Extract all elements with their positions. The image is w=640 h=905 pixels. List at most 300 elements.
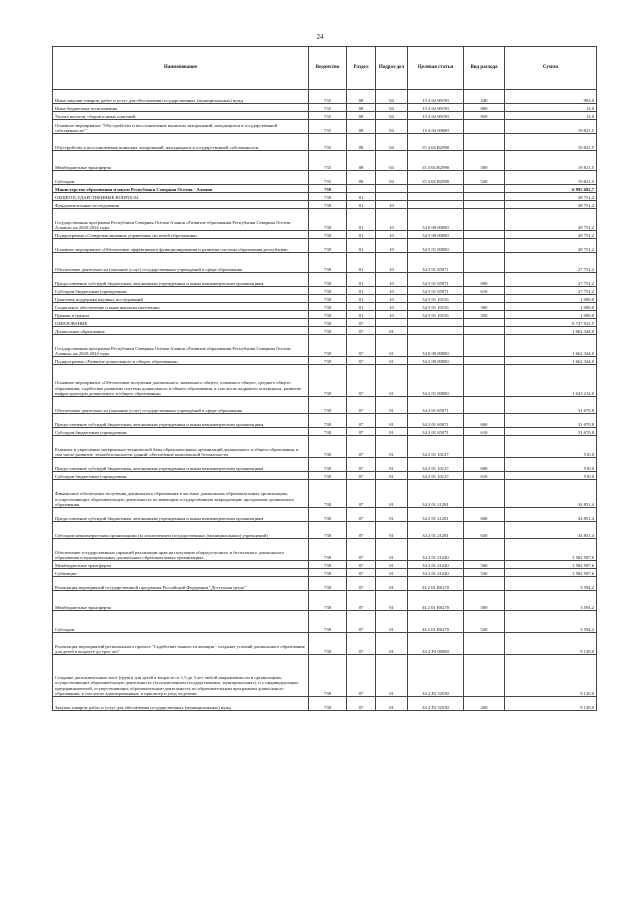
cell-section: 08: [347, 171, 376, 185]
cell-name: Уплата налогов, сборов и иных платежей: [53, 112, 309, 120]
cell-ministry: 735: [309, 171, 347, 185]
cell-section: [347, 185, 376, 193]
cell-target: 34 5 01 10135: [408, 295, 464, 303]
cell-target: 34 2 01 65071: [408, 414, 464, 428]
cell-section: 08: [347, 120, 376, 134]
table-row: [53, 365, 597, 397]
cell-section: 07: [347, 633, 376, 655]
cell-expense-type: [464, 539, 505, 561]
cell-subsection: 01: [376, 591, 408, 611]
cell-expense-type: 500: [464, 561, 505, 569]
cell-sum: 1 000,0: [505, 303, 597, 311]
cell-sum: 1 662 344,0: [505, 327, 597, 335]
cell-ministry: 738: [309, 591, 347, 611]
table-row: [53, 539, 597, 561]
table-row: [53, 577, 597, 591]
cell-sum: 12,0: [505, 104, 597, 112]
cell-name: Обеспечение деятельности (оказание услуг) государственных учреждений в сфере образования: [53, 397, 309, 414]
cell-expense-type: [464, 327, 505, 335]
table-row: [53, 319, 597, 327]
cell-sum: 28 751,2: [505, 193, 597, 201]
cell-target: 34 5 00 00000: [408, 231, 464, 239]
cell-ministry: 738: [309, 335, 347, 357]
cell-ministry: 738: [309, 295, 347, 303]
cell-expense-type: 800: [464, 104, 505, 112]
cell-sum: 28 751,2: [505, 239, 597, 253]
cell-sum: 28 751,2: [505, 231, 597, 239]
cell-ministry: 738: [309, 287, 347, 295]
cell-ministry: 738: [309, 508, 347, 522]
cell-target: 15 4 04 R2990: [408, 171, 464, 185]
cell-target: 34 2 01 R0270: [408, 611, 464, 633]
cell-section: 07: [347, 697, 376, 711]
cell-ministry: 738: [309, 561, 347, 569]
cell-ministry: 738: [309, 303, 347, 311]
table-row: [53, 357, 597, 365]
cell-target: 34 0 00 00000: [408, 335, 464, 357]
cell-subsection: 10: [376, 201, 408, 209]
cell-subsection: 01: [376, 327, 408, 335]
cell-section: 07: [347, 335, 376, 357]
cell-section: 07: [347, 611, 376, 633]
cell-subsection: 01: [376, 436, 408, 458]
cell-subsection: 01: [376, 365, 408, 397]
cell-sum: 27 751,2: [505, 253, 597, 273]
table-row: [53, 311, 597, 319]
cell-expense-type: [464, 201, 505, 209]
table-row: [53, 561, 597, 569]
cell-name: Обустройство и восстановление воинских захоронений, находящихся в государственной собственности: [53, 134, 309, 151]
cell-ministry: 738: [309, 633, 347, 655]
cell-name: Социальное обеспечение и иные выплаты населению: [53, 303, 309, 311]
cell-section: 07: [347, 327, 376, 335]
cell-sum: 19 821,5: [505, 134, 597, 151]
cell-ministry: 738: [309, 357, 347, 365]
cell-section: 01: [347, 193, 376, 201]
cell-subsection: 10: [376, 253, 408, 273]
cell-sum: 27 751,2: [505, 287, 597, 295]
cell-ministry: 738: [309, 231, 347, 239]
table-row: [53, 397, 597, 414]
cell-sum: 31 670,8: [505, 414, 597, 428]
cell-section: 01: [347, 311, 376, 319]
cell-expense-type: 300: [464, 303, 505, 311]
cell-expense-type: [464, 295, 505, 303]
cell-name: Субсидии: [53, 611, 309, 633]
cell-section: 08: [347, 90, 376, 104]
cell-target: [408, 319, 464, 327]
table-row: [53, 112, 597, 120]
cell-subsection: 01: [376, 633, 408, 655]
cell-target: 15 4 02 00190: [408, 104, 464, 112]
cell-subsection: 01: [376, 611, 408, 633]
cell-sum: 9 130,0: [505, 697, 597, 711]
cell-target: 34 5 01 65071: [408, 273, 464, 287]
cell-target: 34 5 01 65071: [408, 287, 464, 295]
cell-section: 07: [347, 508, 376, 522]
cell-sum: 28 751,2: [505, 209, 597, 231]
cell-subsection: 10: [376, 239, 408, 253]
cell-sum: 3 594,2: [505, 577, 597, 591]
cell-target: 34 2 01 21281: [408, 508, 464, 522]
cell-subsection: 01: [376, 480, 408, 508]
table-body: [53, 90, 597, 711]
cell-target: [408, 327, 464, 335]
table-row: [53, 697, 597, 711]
cell-name: Основное мероприятие «Обеспечение получения дошкольного, начального общего, основного общего, среднего общего образования, содействие развитию системы дошкольного и общего образования, в том числе кадрового потенциала, развитие инфраструктуры дошкольного и общего образования»: [53, 365, 309, 397]
cell-name: ОБЩЕГОСУДАРСТВЕННЫЕ ВОПРОСЫ: [53, 193, 309, 201]
cell-target: 34 2 01 10127: [408, 436, 464, 458]
cell-ministry: 738: [309, 319, 347, 327]
cell-ministry: 738: [309, 697, 347, 711]
cell-expense-type: 350: [464, 311, 505, 319]
cell-section: 07: [347, 569, 376, 577]
cell-ministry: 738: [309, 458, 347, 472]
cell-expense-type: 600: [464, 508, 505, 522]
cell-target: 15 4 02 00190: [408, 112, 464, 120]
cell-name: Межбюджетные трансферты: [53, 591, 309, 611]
cell-subsection: 10: [376, 303, 408, 311]
cell-name: Подпрограмма «Развитие дошкольного и общего образования»: [53, 357, 309, 365]
header-ministry: Ведомство: [309, 47, 347, 90]
cell-subsection: 04: [376, 120, 408, 134]
cell-name: Субсидии бюджетным учреждениям: [53, 428, 309, 436]
cell-target: 34 2 01 21240: [408, 539, 464, 561]
cell-subsection: 10: [376, 311, 408, 319]
cell-section: 07: [347, 436, 376, 458]
cell-expense-type: 610: [464, 428, 505, 436]
cell-target: 34 2 01 R0270: [408, 591, 464, 611]
cell-target: 34 2 01 21240: [408, 569, 464, 577]
table-row: [53, 151, 597, 171]
cell-sum: 19 821,5: [505, 171, 597, 185]
cell-section: 08: [347, 104, 376, 112]
cell-subsection: 04: [376, 90, 408, 104]
table-row: [53, 253, 597, 273]
table-row: [53, 508, 597, 522]
cell-sum: 1 633 214,0: [505, 365, 597, 397]
cell-ministry: 738: [309, 522, 347, 539]
table-row: [53, 327, 597, 335]
cell-expense-type: [464, 357, 505, 365]
cell-subsection: 01: [376, 539, 408, 561]
cell-ministry: 738: [309, 193, 347, 201]
table-row: [53, 303, 597, 311]
cell-expense-type: 520: [464, 611, 505, 633]
cell-name: Предоставление субсидий бюджетным, автономным учреждениям и иным некоммерческим организациям: [53, 508, 309, 522]
cell-name: ОБРАЗОВАНИЕ: [53, 319, 309, 327]
cell-sum: 12,0: [505, 112, 597, 120]
table-row: [53, 655, 597, 697]
cell-section: 07: [347, 428, 376, 436]
cell-name: Финансовое обеспечение получения дошкольного образования в частных дошкольных образовательных организациях, осуществляющих образовательную деятельность по имеющим государственную аккредитацию программам дошкольного образования: [53, 480, 309, 508]
table-row: [53, 287, 597, 295]
table-row: [53, 120, 597, 134]
table-row: [53, 273, 597, 287]
cell-target: 34 2 P2 52530: [408, 655, 464, 697]
cell-name: Предоставление субсидий бюджетным, автономным учреждениям и иным некоммерческим организациям: [53, 458, 309, 472]
cell-ministry: 735: [309, 120, 347, 134]
cell-sum: 9 130,0: [505, 633, 597, 655]
cell-section: 07: [347, 397, 376, 414]
table-row: [53, 458, 597, 472]
cell-name: Основное мероприятие "Обустройство и восстановление воинских захоронений, находящихся в государственной собственности": [53, 120, 309, 134]
cell-sum: 3 594,2: [505, 611, 597, 633]
cell-section: 01: [347, 253, 376, 273]
table-row: [53, 633, 597, 655]
cell-name: Предоставление субсидий бюджетным, автономным учреждениям и иным некоммерческим организациям: [53, 273, 309, 287]
cell-expense-type: [464, 185, 505, 193]
cell-ministry: 738: [309, 201, 347, 209]
cell-sum: 510,0: [505, 458, 597, 472]
cell-name: Межбюджетные трансферты: [53, 151, 309, 171]
cell-target: 34 5 01 00000: [408, 239, 464, 253]
cell-section: 01: [347, 287, 376, 295]
cell-expense-type: [464, 436, 505, 458]
cell-sum: 31 670,8: [505, 397, 597, 414]
cell-name: Субвенции: [53, 569, 309, 577]
cell-expense-type: 630: [464, 522, 505, 539]
cell-target: 15 4 02 00190: [408, 90, 464, 104]
cell-sum: 9 130,0: [505, 655, 597, 697]
cell-subsection: 01: [376, 335, 408, 357]
cell-target: [408, 201, 464, 209]
cell-expense-type: [464, 134, 505, 151]
cell-target: 34 5 01 65071: [408, 253, 464, 273]
cell-ministry: 738: [309, 655, 347, 697]
cell-section: 01: [347, 201, 376, 209]
cell-section: 07: [347, 458, 376, 472]
cell-subsection: 01: [376, 428, 408, 436]
cell-subsection: 04: [376, 112, 408, 120]
cell-sum: 34 851,4: [505, 508, 597, 522]
cell-expense-type: 600: [464, 458, 505, 472]
cell-sum: 1 000,0: [505, 295, 597, 303]
cell-subsection: [376, 185, 408, 193]
cell-ministry: 738: [309, 311, 347, 319]
cell-subsection: 04: [376, 134, 408, 151]
cell-sum: 31 670,8: [505, 428, 597, 436]
cell-section: 07: [347, 319, 376, 327]
cell-section: 07: [347, 561, 376, 569]
cell-expense-type: 600: [464, 273, 505, 287]
cell-subsection: 01: [376, 357, 408, 365]
cell-expense-type: [464, 120, 505, 134]
cell-name: Обеспечение деятельности (оказание услуг) государственных учреждений в сфере образования: [53, 253, 309, 273]
table-row: [53, 201, 597, 209]
cell-section: 07: [347, 414, 376, 428]
cell-expense-type: [464, 480, 505, 508]
cell-sum: 1 582 587,6: [505, 569, 597, 577]
table-row: [53, 171, 597, 185]
table-row: [53, 231, 597, 239]
table-row: [53, 104, 597, 112]
cell-subsection: 04: [376, 104, 408, 112]
cell-section: 01: [347, 239, 376, 253]
cell-expense-type: [464, 193, 505, 201]
cell-target: 34 2 00 00000: [408, 357, 464, 365]
cell-name: Обеспечение государственных гарантий реализации прав на получение общедоступного и бесплатного дошкольного образования в муниципальных дошкольных образовательных организациях: [53, 539, 309, 561]
cell-expense-type: [464, 397, 505, 414]
cell-expense-type: [464, 365, 505, 397]
cell-subsection: 01: [376, 508, 408, 522]
cell-expense-type: 500: [464, 591, 505, 611]
cell-subsection: 10: [376, 295, 408, 303]
cell-expense-type: 530: [464, 569, 505, 577]
cell-ministry: 738: [309, 397, 347, 414]
cell-name: Подпрограмма «Совершенствование управления системой образования»: [53, 231, 309, 239]
cell-expense-type: [464, 239, 505, 253]
cell-ministry: 738: [309, 539, 347, 561]
cell-name: Реализация мероприятий государственной программы Российской Федерации "Доступная среда": [53, 577, 309, 591]
cell-section: 07: [347, 577, 376, 591]
cell-expense-type: 520: [464, 171, 505, 185]
table-row: [53, 134, 597, 151]
cell-ministry: 738: [309, 428, 347, 436]
cell-name: Субсидии некоммерческим организациям (за исключением государственных (муниципальных) учреждений): [53, 522, 309, 539]
cell-name: Субсидии бюджетным учреждениям: [53, 472, 309, 480]
cell-name: Премии и гранты: [53, 311, 309, 319]
cell-sum: 27 751,2: [505, 273, 597, 287]
table-row: [53, 591, 597, 611]
cell-subsection: 01: [376, 561, 408, 569]
cell-sum: 6 895 682,7: [505, 185, 597, 193]
cell-target: 34 5 01 10135: [408, 303, 464, 311]
header-name: Наименование: [53, 47, 309, 90]
cell-target: 34 2 01 10127: [408, 472, 464, 480]
cell-ministry: 738: [309, 327, 347, 335]
budget-table: [52, 46, 597, 711]
cell-sum: 510,0: [505, 472, 597, 480]
cell-expense-type: 850: [464, 112, 505, 120]
cell-target: 34 2 01 21240: [408, 561, 464, 569]
cell-ministry: 738: [309, 239, 347, 253]
cell-name: Фундаментальные исследования: [53, 201, 309, 209]
cell-expense-type: [464, 633, 505, 655]
cell-target: [408, 193, 464, 201]
cell-target: 34 2 01 65071: [408, 397, 464, 414]
cell-sum: 1 582 587,6: [505, 561, 597, 569]
cell-ministry: 738: [309, 611, 347, 633]
cell-subsection: 10: [376, 273, 408, 287]
cell-subsection: 01: [376, 569, 408, 577]
cell-ministry: 735: [309, 112, 347, 120]
cell-sum: 1 662 344,0: [505, 357, 597, 365]
cell-subsection: 10: [376, 231, 408, 239]
table-row: [53, 472, 597, 480]
cell-subsection: 01: [376, 697, 408, 711]
cell-expense-type: [464, 655, 505, 697]
cell-subsection: 01: [376, 577, 408, 591]
cell-sum: 19 821,5: [505, 151, 597, 171]
cell-sum: 1 582 587,6: [505, 539, 597, 561]
header-target: Целевая статья: [408, 47, 464, 90]
cell-target: 34 2 01 65071: [408, 428, 464, 436]
cell-section: 07: [347, 480, 376, 508]
cell-name: Закупка товаров, работ и услуг для обеспечения государственных (муниципальных) нужд: [53, 697, 309, 711]
table-row: [53, 90, 597, 104]
cell-expense-type: 610: [464, 472, 505, 480]
cell-sum: 510,0: [505, 436, 597, 458]
cell-ministry: 738: [309, 185, 347, 193]
cell-ministry: 735: [309, 151, 347, 171]
cell-expense-type: [464, 577, 505, 591]
cell-name: Грантовая поддержка научных исследований: [53, 295, 309, 303]
table-row: [53, 569, 597, 577]
cell-section: 07: [347, 472, 376, 480]
cell-expense-type: 610: [464, 287, 505, 295]
table-row: [53, 611, 597, 633]
cell-name: Субсидии бюджетным учреждениям: [53, 287, 309, 295]
cell-subsection: 01: [376, 414, 408, 428]
header-sum: Сумма: [505, 47, 597, 90]
table-row: [53, 295, 597, 303]
cell-expense-type: [464, 253, 505, 273]
cell-target: 34 2 01 00000: [408, 365, 464, 397]
cell-subsection: 10: [376, 209, 408, 231]
cell-ministry: 735: [309, 104, 347, 112]
cell-section: 07: [347, 522, 376, 539]
cell-name: Государственная программа Республики Северная Осетия-Алания «Развитие образования Республики Северная Осетия-Алания» на 2020-2024 годы: [53, 335, 309, 357]
cell-sum: 983,0: [505, 90, 597, 104]
cell-name: Иные закупки товаров, работ и услуг для обеспечения государственных (муниципальных) нужд: [53, 90, 309, 104]
table-header-row: [53, 47, 597, 90]
cell-sum: 3 594,2: [505, 591, 597, 611]
cell-name: Межбюджетные трансферты: [53, 561, 309, 569]
header-expense-type: Вид расхода: [464, 47, 505, 90]
cell-name: Предоставление субсидий бюджетным, автономным учреждениям и иным некоммерческим организациям: [53, 414, 309, 428]
cell-expense-type: [464, 319, 505, 327]
cell-ministry: 735: [309, 134, 347, 151]
cell-name: Министерство образования и науки Республики Северная Осетия - Алания: [53, 185, 309, 193]
cell-subsection: 01: [376, 472, 408, 480]
table-row: [53, 414, 597, 428]
cell-section: 01: [347, 209, 376, 231]
cell-ministry: 735: [309, 90, 347, 104]
cell-subsection: 01: [376, 522, 408, 539]
page-number: 24: [316, 33, 324, 41]
cell-name: Иные бюджетные ассигнования: [53, 104, 309, 112]
cell-ministry: 738: [309, 480, 347, 508]
cell-expense-type: 500: [464, 151, 505, 171]
cell-sum: 6 727 531,5: [505, 319, 597, 327]
cell-subsection: [376, 193, 408, 201]
cell-sum: 1 662 344,0: [505, 335, 597, 357]
cell-target: 15 4 04 R2990: [408, 151, 464, 171]
cell-name: Субсидии: [53, 171, 309, 185]
cell-section: 07: [347, 365, 376, 397]
cell-ministry: 738: [309, 209, 347, 231]
cell-target: 34 5 01 10135: [408, 311, 464, 319]
table-row: [53, 185, 597, 193]
table-row: [53, 335, 597, 357]
cell-subsection: 10: [376, 287, 408, 295]
header-section: Раздел: [347, 47, 376, 90]
cell-section: 07: [347, 655, 376, 697]
cell-section: 01: [347, 303, 376, 311]
table-row: [53, 522, 597, 539]
table-row: [53, 193, 597, 201]
cell-section: 08: [347, 151, 376, 171]
cell-target: [408, 185, 464, 193]
cell-sum: 34 851,4: [505, 522, 597, 539]
cell-name: Развитие и укрепление материально-технической базы образовательных организаций дошкольного и общего образования, в том числе развитие, технобезопасности зданий, обеспечение комплексной безопасности: [53, 436, 309, 458]
cell-target: 15 4 04 00000: [408, 120, 464, 134]
cell-ministry: 738: [309, 365, 347, 397]
cell-ministry: 738: [309, 436, 347, 458]
cell-name: Реализация мероприятий регионального проекта "Содействие занятости женщин - создание условий дошкольного образования для детей в возрасте до трех лет": [53, 633, 309, 655]
cell-target: 34 2 01 R0270: [408, 577, 464, 591]
